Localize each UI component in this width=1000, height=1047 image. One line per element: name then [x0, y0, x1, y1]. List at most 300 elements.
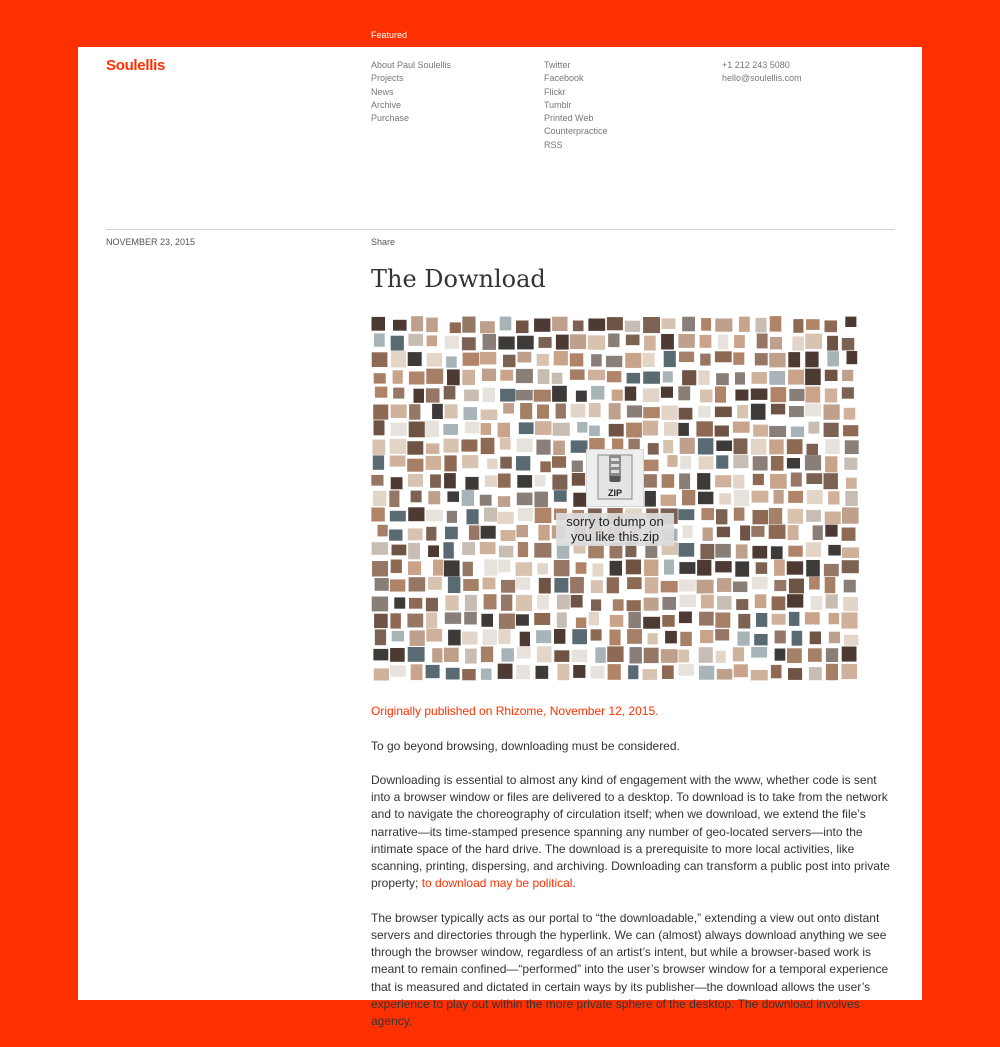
thumbnail-image: [717, 596, 731, 610]
thumbnail-image: [501, 580, 515, 593]
social-rss[interactable]: RSS: [544, 139, 563, 150]
primary-nav: [371, 59, 451, 125]
thumbnail-image: [444, 473, 456, 488]
thumbnail-image: [644, 598, 659, 611]
thumbnail-image: [715, 351, 732, 362]
thumbnail-image: [643, 617, 660, 629]
thumbnail-image: [481, 647, 493, 663]
thumbnail-image: [644, 648, 659, 663]
thumbnail-image: [373, 405, 388, 420]
thumbnail-image: [501, 595, 512, 611]
thumbnail-image: [683, 525, 693, 538]
thumbnail-image: [520, 403, 532, 419]
thumbnail-image: [807, 490, 823, 504]
thumbnail-image: [373, 440, 386, 455]
contact-phone[interactable]: +1 212 243 5080: [722, 60, 790, 70]
paragraph-downloading-end: .: [572, 876, 576, 891]
thumbnail-image: [825, 512, 841, 525]
thumbnail-image: [390, 648, 405, 662]
thumbnail-image: [612, 390, 623, 401]
thumbnail-image: [483, 388, 496, 402]
thumbnail-image: [733, 647, 744, 661]
thumbnail-image: [484, 508, 497, 522]
zip-label: ZIP: [607, 488, 623, 498]
thumbnail-image: [445, 404, 458, 418]
thumbnail-image: [679, 562, 695, 574]
thumbnail-image: [540, 461, 551, 472]
thumbnail-image: [481, 423, 492, 435]
thumbnail-image: [698, 370, 709, 385]
thumbnail-image: [737, 405, 748, 418]
thumbnail-image: [751, 647, 767, 658]
thumbnail-image: [427, 335, 438, 346]
thumbnail-image: [825, 577, 836, 593]
thumbnail-image: [445, 595, 458, 610]
thumbnail-image: [572, 473, 585, 486]
thumbnail-image: [841, 664, 857, 679]
thumbnail-image: [789, 612, 800, 626]
nav-news[interactable]: News: [371, 86, 394, 97]
thumbnail-image: [735, 561, 749, 576]
thumbnail-image: [825, 525, 837, 537]
thumbnail-image: [498, 496, 510, 507]
thumbnail-image: [734, 335, 745, 348]
thumbnail-image: [697, 560, 711, 576]
thumbnail-image: [682, 370, 696, 385]
thumbnail-image: [771, 456, 784, 471]
thumbnail-image: [740, 526, 750, 541]
thumbnail-image: [557, 664, 569, 680]
thumbnail-image: [483, 578, 496, 590]
thumbnail-image: [414, 389, 425, 403]
thumbnail-image: [772, 614, 786, 625]
thumbnail-image: [375, 578, 389, 591]
thumbnail-image: [664, 422, 678, 436]
thumbnail-image: [771, 387, 787, 402]
thumbnail-image: [591, 354, 602, 366]
thumbnail-image: [534, 319, 550, 332]
thumbnail-image: [537, 646, 552, 662]
thumbnail-image: [481, 410, 498, 421]
paragraph-downloading-text: Downloading is essential to almost any kind of engagement with the www, whether code is sent into a browser window or files are delivered to a desktop. To download is to take from the network and to navigate the choreography of circulation itself; when we download, we extend the file’s narrative—its time-stamped presence spanning any number of geo-located servers—into the intimate space of the hard drive. The download is a prerequisite to more local activities, like scanning, printing, dispersing, and archiving. Downloading can transform a public post into private property;: [371, 773, 890, 891]
thumbnail-image: [774, 490, 784, 504]
thumbnail-image: [427, 353, 442, 367]
thumbnail-image: [807, 444, 819, 455]
thumbnail-image: [679, 580, 696, 592]
thumbnail-image: [664, 560, 674, 575]
thumbnail-image: [573, 321, 584, 332]
thumbnail-image: [516, 614, 529, 625]
thumbnail-image: [534, 613, 550, 625]
thumbnail-image: [499, 546, 513, 558]
thumbnail-image: [788, 352, 800, 367]
thumbnail-image: [391, 560, 402, 574]
thumbnail-image: [444, 560, 460, 576]
thumbnail-image: [432, 404, 443, 419]
thumbnail-image: [481, 526, 496, 539]
thumbnail-image: [751, 526, 764, 537]
thumbnail-image: [571, 650, 587, 662]
thumbnail-image: [411, 316, 423, 331]
thumbnail-image: [409, 577, 426, 591]
thumbnail-image: [700, 354, 710, 366]
thumbnail-image: [680, 438, 695, 454]
thumbnail-image: [699, 612, 714, 626]
thumbnail-image: [409, 422, 425, 438]
thumbnail-image: [517, 647, 531, 659]
thumbnail-image: [739, 317, 750, 332]
thumbnail-image: [844, 580, 856, 593]
thumbnail-image: [539, 337, 552, 348]
thumbnail-image: [609, 424, 624, 437]
thumbnail-image: [717, 669, 733, 680]
thumbnail-image: [390, 579, 405, 591]
thumbnail-image: [752, 491, 769, 503]
thumbnail-image: [752, 546, 767, 559]
thumbnail-image: [372, 561, 388, 577]
thumbnail-image: [662, 597, 676, 610]
thumbnail-image: [433, 560, 443, 576]
social-tumblr[interactable]: Tumblr: [544, 99, 572, 110]
thumbnail-image: [715, 613, 730, 628]
thumbnail-image: [791, 473, 802, 487]
thumbnail-image: [462, 542, 475, 555]
thumbnail-image: [557, 595, 570, 610]
thumbnail-image: [446, 356, 457, 367]
thumbnail-image: [827, 336, 838, 351]
thumbnail-image: [734, 490, 749, 506]
thumbnail-image: [389, 530, 402, 541]
thumbnail-image: [806, 473, 822, 484]
thumbnail-image: [734, 664, 748, 677]
paragraph-browser: The browser typically acts as our portal to “the downloadable,” extending a view out onto distant servers and directories through the hyperlink. We can (almost) always download anything we see through the browser window, regardless of an artist’s intent, but while a browser-based work is meant to remain confined—“performed” into the user’s browser window for a temporal experience that is measured and dictated in certain ways by its publisher—the download allows the user’s experience to play out within the more private sphere of the desktop. The download involves agency.: [371, 910, 889, 1028]
thumbnail-image: [516, 456, 530, 470]
thumbnail-image: [462, 669, 476, 680]
thumbnail-image: [483, 334, 497, 350]
thumbnail-image: [700, 544, 714, 559]
thumbnail-image: [372, 317, 386, 331]
social-nav: [544, 59, 608, 152]
thumbnail-image: [534, 543, 551, 558]
thumbnail-image: [645, 577, 659, 593]
thumbnail-image: [503, 355, 516, 368]
social-counterpractice[interactable]: Counterpractice: [544, 126, 608, 137]
thumbnail-image: [538, 369, 550, 384]
thumbnail-image: [661, 334, 674, 350]
thumbnail-image: [390, 613, 401, 628]
thumbnail-image: [426, 629, 442, 642]
thumbnail-image: [625, 321, 640, 332]
thumbnail-image: [374, 333, 385, 346]
featured-label[interactable]: Featured: [371, 30, 408, 40]
header-divider: [106, 229, 895, 230]
thumbnail-image: [589, 426, 600, 437]
thumbnail-image: [716, 373, 729, 385]
thumbnail-image: [643, 421, 658, 436]
post-date: NOVEMBER 23, 2015: [106, 237, 196, 247]
thumbnail-image: [680, 595, 697, 607]
thumbnail-image: [408, 561, 421, 575]
thumbnail-image: [643, 407, 660, 418]
thumbnail-image: [845, 491, 858, 506]
thumbnail-image: [701, 318, 711, 331]
thumbnail-image: [591, 599, 601, 610]
thumbnail-image: [648, 633, 658, 644]
thumbnail-image: [846, 478, 857, 489]
zip-caption-line1: sorry to dump on: [566, 514, 664, 529]
thumbnail-image: [703, 528, 713, 541]
thumbnail-image: [737, 632, 749, 646]
thumbnail-image: [556, 335, 569, 350]
thumbnail-image: [390, 665, 406, 676]
thumbnail-image: [643, 388, 660, 402]
thumbnail-image: [757, 334, 768, 349]
thumbnail-image: [392, 631, 404, 642]
thumbnail-image: [378, 525, 388, 537]
thumbnail-image: [626, 423, 642, 438]
thumbnail-image: [682, 490, 695, 505]
thumbnail-image: [751, 389, 768, 400]
thumbnail-image: [432, 648, 442, 662]
thumbnail-image: [498, 664, 513, 679]
source-paragraph: [371, 703, 894, 720]
thumbnail-image: [484, 559, 497, 575]
thumbnail-image: [751, 439, 767, 455]
thumbnail-image: [678, 509, 694, 520]
thumbnail-image: [536, 630, 551, 643]
thumbnail-image: [769, 371, 785, 385]
zip-caption-line2: you like this.zip: [570, 529, 660, 544]
thumbnail-image: [553, 441, 565, 455]
thumbnail-image: [627, 600, 641, 611]
thumbnail-image: [811, 596, 823, 610]
thumbnail-image: [715, 561, 732, 572]
thumbnail-image: [643, 460, 659, 472]
thumbnail-image: [753, 510, 769, 524]
thumbnail-image: [445, 612, 461, 624]
thumbnail-image: [591, 629, 602, 640]
thumbnail-image: [536, 666, 549, 679]
thumbnail-image: [462, 455, 478, 468]
thumbnail-image: [788, 509, 803, 524]
thumbnail-image: [805, 334, 822, 349]
thumbnail-image: [791, 427, 804, 438]
thumbnail-image: [701, 508, 714, 520]
thumbnail-image: [842, 370, 853, 381]
thumbnail-image: [717, 578, 731, 592]
thumbnail-image: [517, 336, 534, 350]
thumbnail-image: [824, 423, 839, 437]
thumbnail-image: [775, 649, 786, 661]
thumbnail-image: [805, 455, 821, 470]
thumbnail-image: [591, 666, 605, 679]
thumbnail-image: [716, 455, 728, 468]
thumbnail-image: [464, 612, 477, 625]
thumbnail-image: [826, 594, 838, 608]
thumbnail-image: [408, 543, 420, 559]
thumbnail-image: [813, 525, 823, 540]
thumbnail-image: [450, 322, 461, 333]
thumbnail-image: [537, 595, 549, 609]
social-printed-web[interactable]: Printed Web: [544, 113, 594, 124]
thumbnail-image: [373, 491, 387, 506]
thumbnail-image: [393, 388, 404, 399]
thumbnail-image: [534, 390, 551, 402]
thumbnail-image: [408, 334, 423, 346]
thumbnail-image: [661, 387, 673, 398]
social-flickr[interactable]: Flickr: [544, 86, 566, 97]
paragraph-intro: To go beyond browsing, downloading must be considered.: [371, 738, 680, 753]
thumbnail-image: [570, 334, 586, 349]
thumbnail-image: [678, 334, 694, 348]
thumbnail-image: [842, 547, 859, 558]
thumbnail-image: [734, 438, 748, 454]
thumbnail-image: [407, 441, 423, 455]
thumbnail-image: [447, 511, 457, 523]
contact-email[interactable]: hello@soulellis.com: [722, 73, 802, 84]
thumbnail-image: [480, 352, 496, 365]
thumbnail-image: [500, 370, 513, 381]
thumbnail-image: [426, 318, 438, 333]
social-facebook[interactable]: Facebook: [544, 73, 584, 84]
thumbnail-image: [426, 598, 438, 612]
thumbnail-image: [444, 648, 459, 662]
thumbnail-image: [825, 389, 837, 403]
thumbnail-image: [788, 491, 803, 503]
thumbnail-image: [462, 337, 476, 350]
page-sheet: [78, 47, 922, 1028]
thumbnail-image: [410, 630, 425, 646]
thumbnail-image: [753, 425, 768, 437]
thumbnail-image: [516, 577, 530, 590]
thumbnail-image: [537, 563, 548, 574]
thumbnail-image: [626, 335, 640, 346]
thumbnail-image: [680, 456, 691, 469]
thumbnail-image: [518, 508, 533, 521]
nav-about[interactable]: About Paul Soulellis: [371, 60, 452, 70]
thumbnail-image: [643, 474, 657, 487]
thumbnail-image: [751, 670, 768, 681]
thumbnail-image: [701, 595, 714, 609]
thumbnail-image: [461, 440, 477, 452]
thumbnail-image: [825, 439, 839, 454]
thumbnail-image: [610, 630, 621, 646]
share-link[interactable]: Share: [371, 237, 396, 247]
thumbnail-image: [828, 491, 839, 504]
thumbnail-image: [788, 546, 802, 557]
thumbnail-image: [679, 612, 692, 624]
thumbnail-image: [787, 594, 803, 607]
thumbnail-image: [518, 542, 528, 557]
thumbnail-image: [428, 491, 440, 504]
thumbnail-image: [699, 456, 714, 469]
contact-info: [722, 59, 802, 86]
thumbnail-image: [736, 599, 748, 610]
thumbnail-image: [535, 508, 552, 523]
thumbnail-image: [557, 612, 567, 627]
thumbnail-image: [788, 525, 799, 540]
thumbnail-image: [787, 439, 803, 454]
thumbnail-image: [630, 647, 642, 663]
thumbnail-image: [372, 597, 388, 612]
thumbnail-image: [573, 665, 585, 678]
nav-archive[interactable]: Archive: [371, 99, 402, 110]
thumbnail-image: [756, 613, 767, 627]
thumbnail-image: [499, 614, 515, 629]
thumbnail-image: [428, 577, 442, 590]
thumbnail-image: [467, 509, 479, 524]
thumbnail-image: [787, 648, 802, 663]
thumbnail-image: [699, 647, 713, 663]
thumbnail-image: [806, 319, 820, 330]
thumbnail-image: [576, 618, 586, 629]
thumbnail-image: [756, 562, 768, 574]
thumbnail-image: [374, 420, 385, 435]
thumbnail-image: [390, 511, 406, 522]
thumbnail-image: [806, 542, 821, 557]
thumbnail-image: [716, 441, 732, 452]
thumbnail-image: [516, 321, 529, 334]
thumbnail-image: [824, 564, 839, 576]
nav-purchase[interactable]: Purchase: [371, 113, 410, 124]
thumbnail-image: [500, 438, 511, 450]
thumbnail-image: [715, 407, 732, 418]
thumbnail-image: [805, 403, 821, 416]
source-link[interactable]: Originally published on Rhizome, November 12, 2015.: [371, 704, 659, 718]
thumbnail-image: [537, 405, 549, 419]
thumbnail-image: [667, 455, 677, 467]
thumbnail-image: [572, 461, 583, 473]
thumbnail-image: [411, 491, 422, 503]
thumbnail-image: [607, 317, 623, 330]
thumbnail-image: [464, 407, 478, 420]
thumbnail-image: [774, 560, 785, 576]
post-body: [371, 703, 894, 1047]
thumbnail-image: [426, 369, 443, 384]
thumbnail-image: [444, 386, 456, 399]
thumbnail-image: [445, 336, 459, 349]
thumbnail-image: [682, 317, 695, 332]
thumbnail-image: [374, 668, 389, 680]
site-logo[interactable]: Soulellis: [106, 57, 165, 74]
thumbnail-image: [736, 544, 748, 558]
post-image-collage[interactable]: [371, 316, 859, 681]
thumbnail-image: [465, 477, 478, 490]
thumbnail-image: [393, 370, 403, 384]
nav-projects[interactable]: Projects: [371, 73, 404, 84]
thumbnail-image: [824, 404, 840, 419]
thumbnail-image: [627, 373, 641, 384]
thumbnail-image: [809, 667, 822, 680]
thumbnail-image: [825, 320, 838, 332]
thumbnail-image: [554, 650, 569, 662]
thumbnail-image: [844, 458, 857, 470]
thumbnail-image: [516, 595, 532, 611]
thumbnail-image: [610, 561, 622, 576]
thumbnail-image: [680, 632, 692, 646]
zip-file-icon: [586, 449, 644, 507]
thumbnail-image: [375, 387, 387, 398]
thumbnail-image: [826, 664, 838, 680]
political-link[interactable]: to download may be political: [421, 876, 573, 891]
thumbnail-image: [787, 458, 800, 469]
thumbnail-image: [463, 579, 479, 591]
thumbnail-image: [789, 389, 804, 401]
social-twitter[interactable]: Twitter: [544, 60, 571, 70]
thumbnail-image: [844, 635, 858, 646]
thumbnail-image: [556, 404, 566, 419]
thumbnail-image: [733, 422, 750, 433]
